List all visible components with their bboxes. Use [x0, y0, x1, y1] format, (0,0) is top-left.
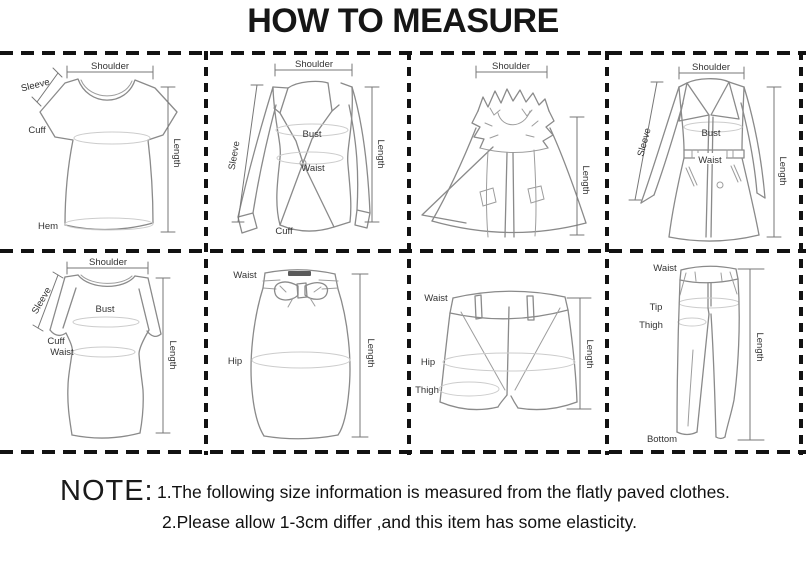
pants-thigh-label: Thigh	[639, 320, 663, 331]
shorts-drawing	[439, 291, 591, 409]
trench-shoulder-label: Shoulder	[691, 62, 731, 73]
note-line-2: 2.Please allow 1-3cm differ ,and this item has some elasticity.	[162, 512, 637, 532]
dress-sleeve-label: Sleeve	[29, 285, 54, 317]
shorts-thigh-label: Thigh	[415, 385, 439, 396]
shorts-waist-label: Waist	[424, 293, 448, 304]
fur-coat-length-label: Length	[580, 165, 591, 195]
panel-trench-coat	[607, 53, 800, 249]
blazer-sleeve-label: Sleeve	[226, 140, 243, 171]
panel-tshirt	[0, 53, 204, 249]
trench-waist-label: Waist	[698, 155, 722, 166]
pants-waist-label: Waist	[653, 263, 677, 274]
panel-dress	[0, 250, 204, 451]
note-line-1: 1.The following size information is measured from the flatly paved clothes.	[157, 482, 730, 502]
tshirt-sleeve-label: Sleeve	[19, 76, 51, 95]
pants-length-label: Length	[754, 332, 765, 362]
skirt-length-label: Length	[365, 338, 376, 368]
trench-sleeve-label: Sleeve	[635, 126, 654, 158]
trench-length-label: Length	[777, 156, 788, 186]
tshirt-shoulder-label: Shoulder	[90, 61, 130, 72]
dress-shoulder-label: Shoulder	[88, 257, 128, 268]
blazer-length-label: Length	[375, 139, 386, 169]
blazer-bust-label: Bust	[302, 129, 322, 140]
skirt-hip-label: Hip	[227, 356, 243, 367]
tshirt-hem-label: Hem	[37, 221, 59, 232]
fur-coat-drawing	[422, 66, 586, 237]
panel-pants	[607, 250, 800, 451]
pants-drawing	[677, 266, 764, 440]
pants-bottom-label: Bottom	[646, 434, 678, 445]
dress-bust-label: Bust	[95, 304, 115, 315]
blazer-waist-label: Waist	[301, 163, 325, 174]
panel-shorts	[410, 250, 605, 451]
fur-coat-shoulder-label: Shoulder	[491, 61, 531, 72]
pants-tip-label: Tip	[649, 302, 663, 313]
blazer-cuff-label: Cuff	[275, 226, 293, 237]
tshirt-length-label: Length	[171, 138, 182, 168]
trench-bust-label: Bust	[701, 128, 721, 139]
blazer-drawing	[232, 64, 379, 233]
skirt-drawing	[251, 270, 368, 439]
panel-fur-coat	[410, 53, 605, 249]
tshirt-drawing	[32, 66, 177, 232]
dress-cuff-label: Cuff	[47, 336, 65, 347]
blazer-shoulder-label: Shoulder	[294, 59, 334, 70]
dress-waist-label: Waist	[50, 347, 74, 358]
panel-blazer	[206, 53, 407, 249]
page-title: HOW TO MEASURE	[247, 2, 559, 40]
shorts-length-label: Length	[584, 339, 595, 369]
shorts-hip-label: Hip	[420, 357, 436, 368]
note-heading: NOTE:	[60, 475, 154, 507]
tshirt-cuff-label: Cuff	[28, 125, 46, 136]
skirt-waist-label: Waist	[233, 270, 257, 281]
dress-length-label: Length	[167, 340, 178, 370]
panel-skirt	[206, 250, 407, 451]
